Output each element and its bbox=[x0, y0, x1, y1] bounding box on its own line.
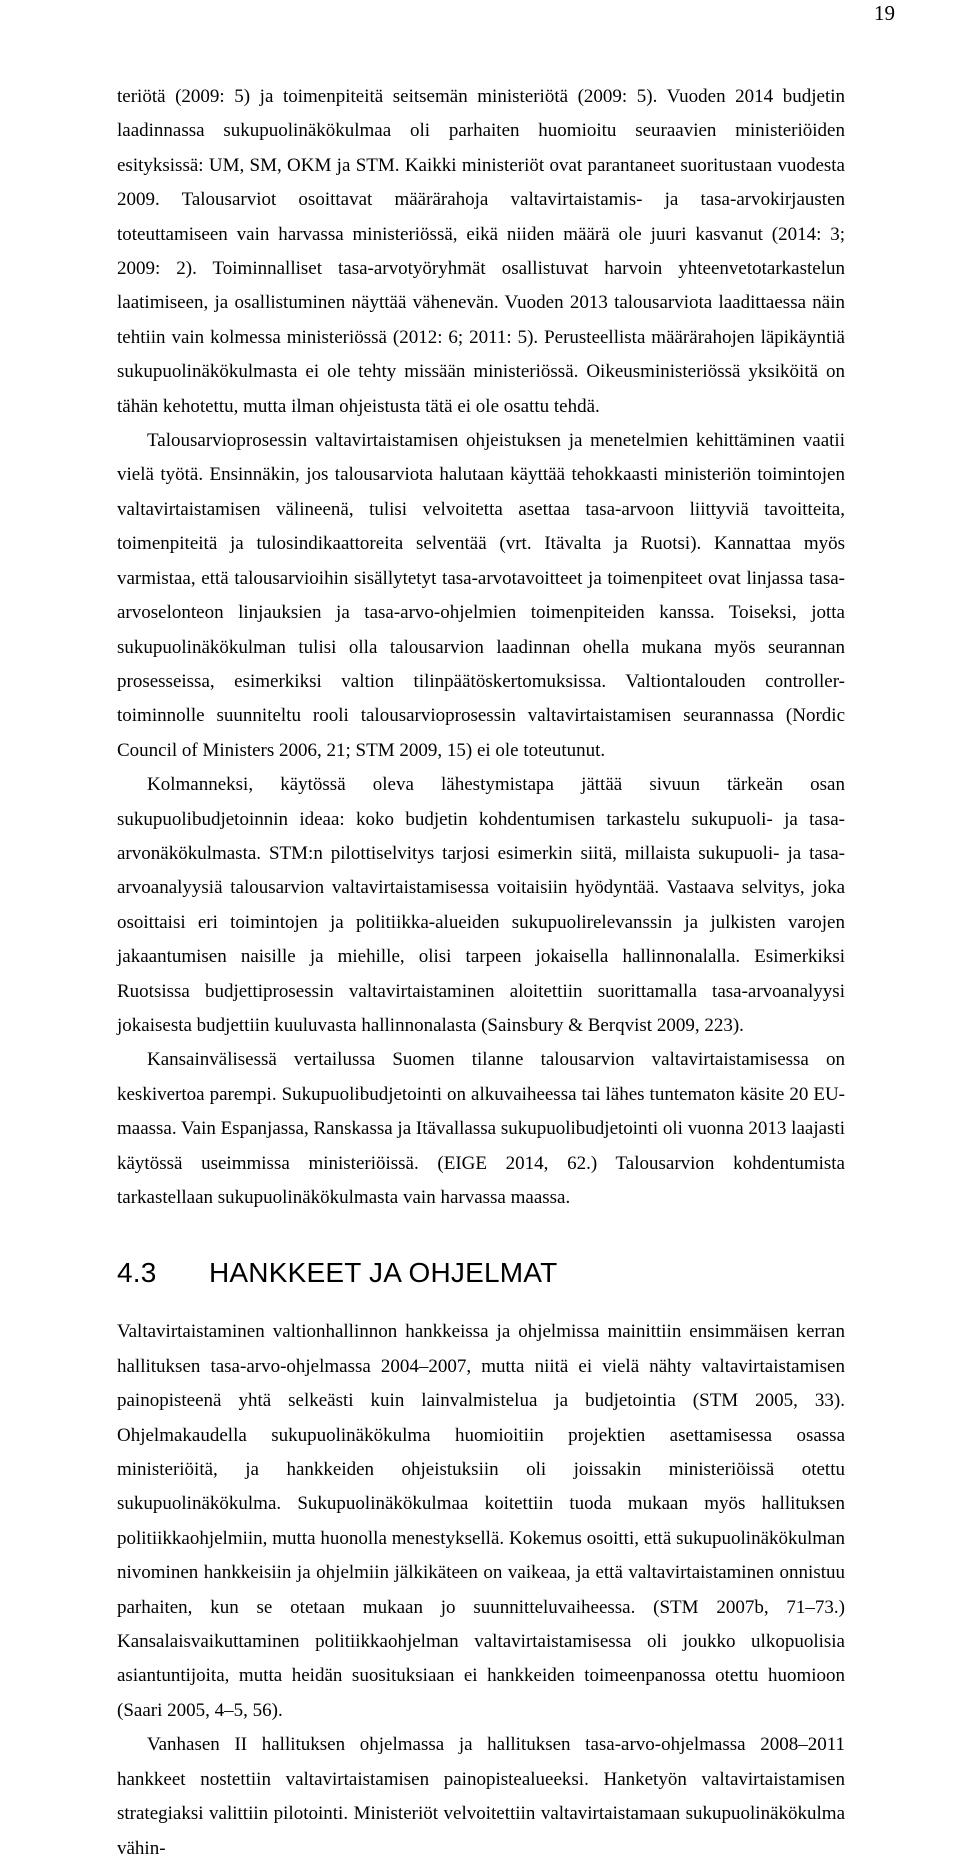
paragraph: Talousarvioprosessin valtavirtaistamisen ohjeistuksen ja menetelmien kehittäminen vaatii vielä työtä. Ensinnäkin, jos talousarviota halutaan käyttää tehokkaasti ministeriön toimintojen valtavirtaistamisen välineenä, tulisi velvoitetta asettaa tasa-arvoon liittyviä tavoitteita, toimenpiteitä ja tulosindikaattoreita selventää (vrt. Itävalta ja Ruotsi). Kannattaa myös varmistaa, että talousarvioihin sisällytetyt tasa-arvotavoitteet ja toimenpiteet ovat linjassa tasa-arvoselonteon linjauksien ja tasa-arvo-ohjelmien toimenpiteiden kanssa. Toiseksi, jotta sukupuolinäkökulman tulisi olla talousarvion laadinnan ohella mukana myös seurannan prosesseissa, esimerkiksi valtion tilinpäätöskertomuksissa. Valtiontalouden controller-toiminnolle suunniteltu rooli talousarvioprosessin valtavirtaistamisen seurannassa (Nordic Council of Ministers 2006, 21; STM 2009, 15) ei ole toteutunut. bbox=[117, 430, 845, 761]
section-heading bbox=[117, 1255, 845, 1291]
page-number: 19 bbox=[874, 1, 895, 25]
paragraph: Valtavirtaistaminen valtionhallinnon hankkeissa ja ohjelmissa mainittiin ensimmäisen kerran hallituksen tasa-arvo-ohjelmassa 2004–2007, mutta niitä ei vielä nähty valtavirtaistamisen painopisteenä yhtä selkeästi kuin lainvalmistelua ja budjetointia (STM 2005, 33). Ohjelmakaudella sukupuolinäkökulma huomioitiin projektien asettamisessa osassa ministeriöitä, ja hankkeiden ohjeistuksiin oli joissakin ministeriöissä otettu sukupuolinäkökulma. Sukupuolinäkökulmaa koitettiin tuoda mukaan myös hallituksen politiikkaohjelmiin, mutta huonolla menestyksellä. Kokemus osoitti, että sukupuolinäkökulman nivominen hankkeisiin ja ohjelmiin jälkikäteen on vaikeaa, ja että valtavirtaistaminen onnistuu parhaiten, kun se otetaan mukaan jo suunnitteluvaiheessa. (STM 2007b, 71–73.) Kansalaisvaikuttaminen politiikkaohjelman valtavirtaistamisessa oli joukko ulkopuolisia asiantuntijoita, mutta heidän suosituksiaan ei hankkeiden toimeenpanossa otettu huomioon (Saari 2005, 4–5, 56). bbox=[117, 1321, 845, 1721]
paragraph: teriötä (2009: 5) ja toimenpiteitä seitsemän ministeriötä (2009: 5). Vuoden 2014 budjetin laadinnassa sukupuolinäkökulmaa oli parhaiten huomioitu seuraavien ministeriöiden esityksissä: UM, SM, OKM ja STM. Kaikki ministeriöt ovat parantaneet suoritustaan vuodesta 2009. Talousarviot osoittavat määrärahoja valtavirtaistamis- ja tasa-arvokirjausten toteuttamiseen vain harvassa ministeriössä, eikä niiden määrä ole juuri kasvanut (2014: 3; 2009: 2). Toiminnalliset tasa-arvotyöryhmät osallistuvat harvoin yhteenvetotarkastelun laatimiseen, ja osallistuminen näyttää vähenevän. Vuoden 2013 talousarviota laadittaessa näin tehtiin vain kolmessa ministeriössä (2012: 6; 2011: 5). Perusteellista määrärahojen läpikäyntiä sukupuolinäkökulmasta ei ole tehty missään ministeriössä. Oikeusministeriössä yksiköitä on tähän kehotettu, mutta ilman ohjeistusta tätä ei ole osattu tehdä. bbox=[117, 86, 845, 417]
paragraph: Kansainvälisessä vertailussa Suomen tilanne talousarvion valtavirtaistamisessa on keskivertoa parempi. Sukupuolibudjetointi on alkuvaiheessa tai lähes tuntematon käsite 20 EU-maassa. Vain Espanjassa, Ranskassa ja Itävallassa sukupuolibudjetointi oli vuonna 2013 laajasti käytössä useimmissa ministeriöissä. (EIGE 2014, 62.) Talousarvion kohdentumista tarkastellaan sukupuolinäkökulmasta vain harvassa maassa. bbox=[117, 1049, 845, 1208]
paragraph: Kolmanneksi, käytössä oleva lähestymistapa jättää sivuun tärkeän osan sukupuolibudjetoinnin ideaa: koko budjetin kohdentumisen tarkastelu sukupuoli- ja tasa-arvonäkökulmasta. STM:n pilottiselvitys tarjosi esimerkin siitä, millaista sukupuoli- ja tasa-arvoanalyysiä talousarvion valtavirtaistamisessa voitaisiin hyödyntää. Vastaava selvitys, joka osoittaisi eri toimintojen ja politiikka-alueiden sukupuolirelevanssin ja julkisten varojen jakaantumisen naisille ja miehille, olisi tarpeen jokaisella hallinnonalalla. Esimerkiksi Ruotsissa budjettiprosessin valtavirtaistaminen aloitettiin suorittamalla tasa-arvoanalyysi jokaisesta budjettiin kuuluvasta hallinnonalasta (Sainsbury & Berqvist 2009, 223). bbox=[117, 774, 845, 1036]
section-number: 4.3 bbox=[117, 1257, 157, 1289]
page-body bbox=[117, 80, 845, 1866]
paragraph: Vanhasen II hallituksen ohjelmassa ja hallituksen tasa-arvo-ohjelmassa 2008–2011 hankkeet nostettiin valtavirtaistamisen painopistealueeksi. Hanketyön valtavirtaistamisen strategiaksi valittiin pilotointi. Ministeriöt velvoitettiin valtavirtaistamaan sukupuolinäkökulma vähin- bbox=[117, 1734, 845, 1859]
section-title: HANKKEET JA OHJELMAT bbox=[209, 1257, 558, 1289]
